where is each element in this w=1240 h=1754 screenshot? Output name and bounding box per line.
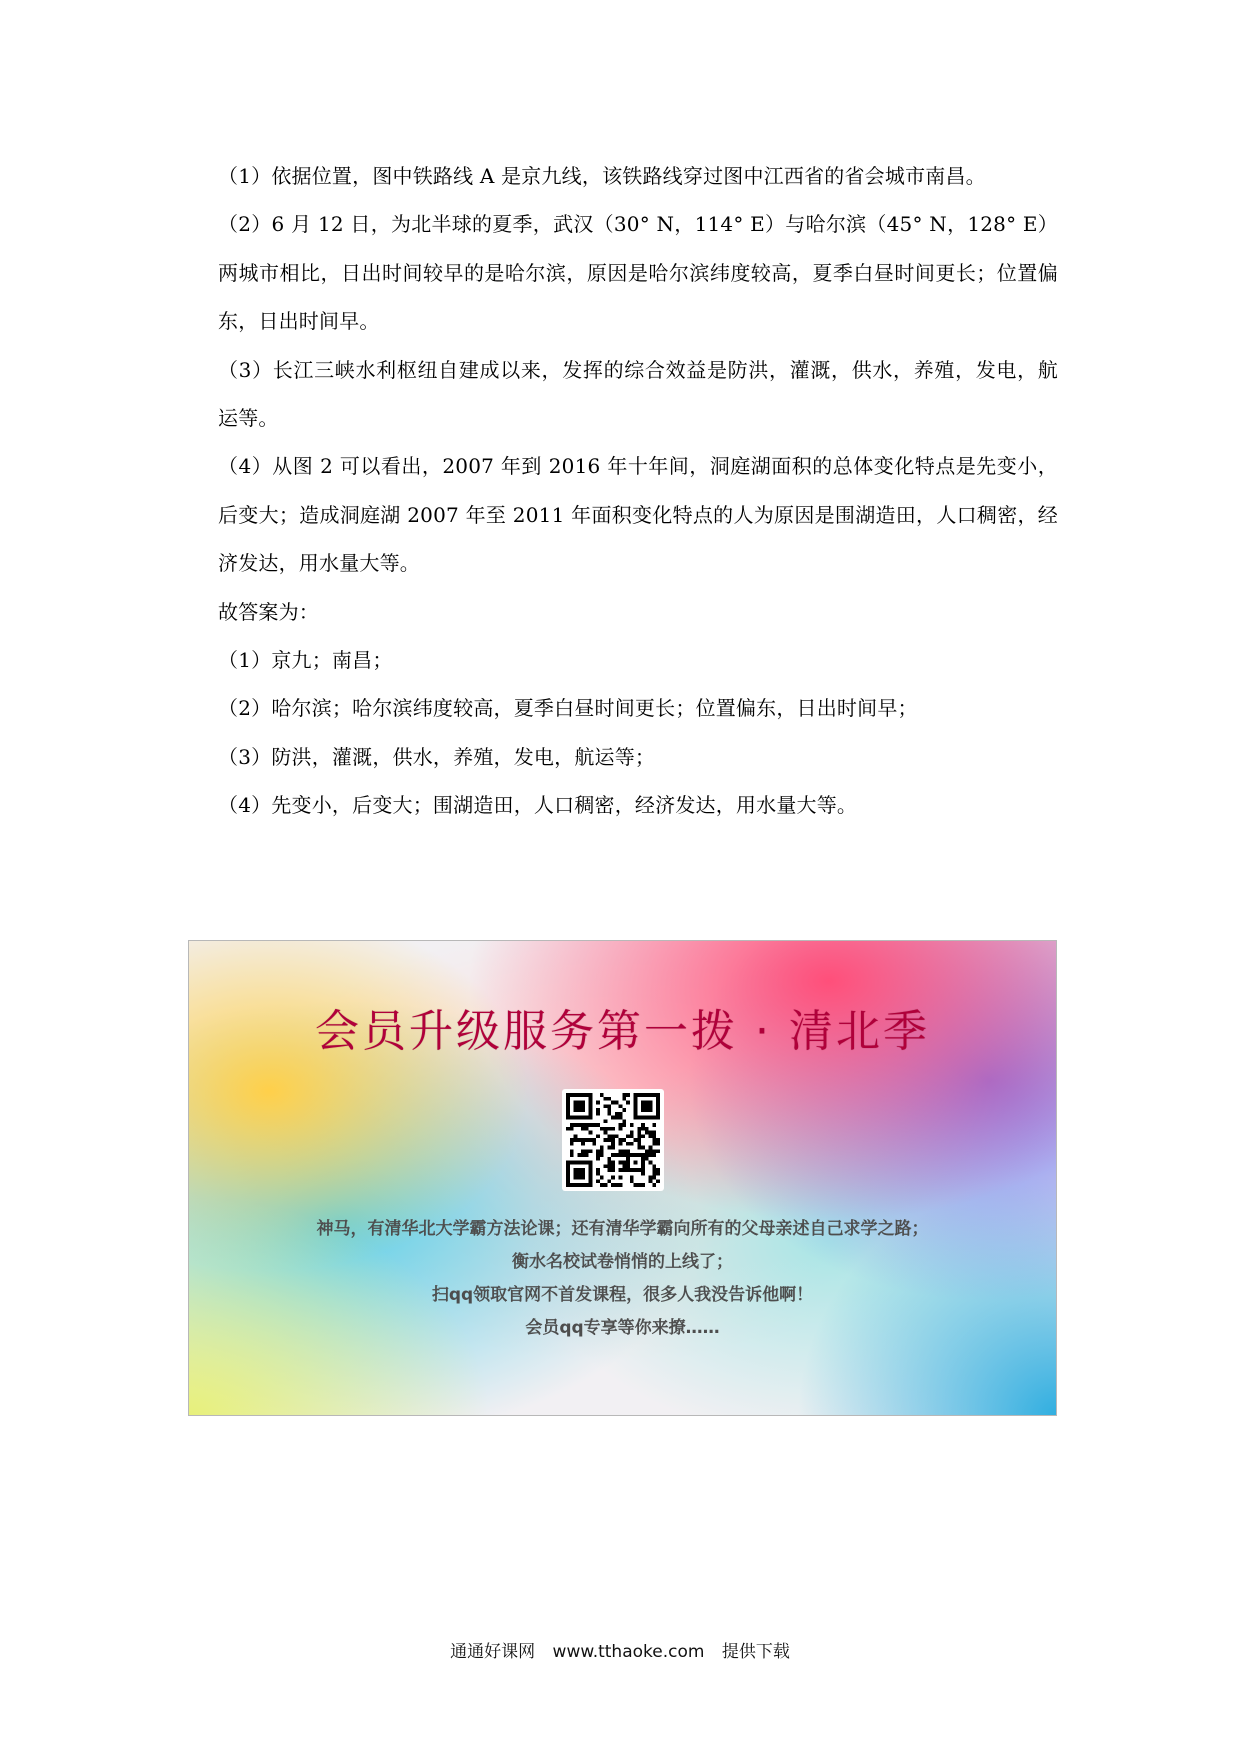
banner-line: 扫qq领取官网不首发课程，很多人我没告诉他啊！ [431, 1285, 814, 1305]
answer-heading: 故答案为： [218, 599, 319, 624]
qr-code-icon[interactable] [562, 1089, 664, 1191]
banner-line: 衡水名校试卷悄悄的上线了； [512, 1252, 733, 1272]
footer-site-name: 通通好课网 [450, 1642, 536, 1662]
answer-item-2: （2）哈尔滨；哈尔滨纬度较高，夏季白昼时间更长；位置偏东，日出时间早； [218, 696, 918, 721]
answer-item-3: （3）防洪，灌溉，供水，养殖，发电，航运等； [218, 744, 656, 769]
footer-suffix: 提供下载 [721, 1642, 790, 1662]
promo-banner[interactable] [188, 940, 1057, 1416]
page-footer [0, 1637, 1240, 1662]
answer-item-4: （4）先变小，后变大；围湖造田，人口稠密，经济发达，用水量大等。 [218, 793, 858, 818]
paragraph-3: （3）长江三峡水利枢纽自建成以来，发挥的综合效益是防洪，灌溉，供水，养殖，发电，航运等。 [218, 357, 1058, 431]
banner-text [189, 1213, 1056, 1345]
footer-url[interactable]: www.tthaoke.com [552, 1642, 705, 1662]
paragraph-4: （4）从图 2 可以看出，2007 年到 2016 年十年间，洞庭湖面积的总体变化特点是先变小，后变大；造成洞庭湖 2007 年至 2011 年面积变化特点的人为原因是围湖造田，人口稠密，经济发达，用水量大等。 [218, 454, 1058, 576]
banner-line: 神马，有清华北大学霸方法论课；还有清华学霸向所有的父母亲述自己求学之路； [316, 1219, 929, 1239]
answer-text [218, 152, 1058, 830]
paragraph-2: （2）6 月 12 日，为北半球的夏季，武汉（30° N，114° E）与哈尔滨（45° N，128° E）两城市相比，日出时间较早的是哈尔滨，原因是哈尔滨纬度较高，夏季白昼时间更长；位置偏东，日出时间早。 [218, 212, 1058, 334]
banner-title: 会员升级服务第一拨 · 清北季 [315, 1006, 930, 1057]
answer-item-1: （1）京九；南昌； [218, 648, 393, 673]
banner-line: 会员qq专享等你来撩…… [525, 1318, 720, 1338]
paragraph-1: （1）依据位置，图中铁路线 A 是京九线，该铁路线穿过图中江西省的省会城市南昌。 [218, 164, 986, 188]
